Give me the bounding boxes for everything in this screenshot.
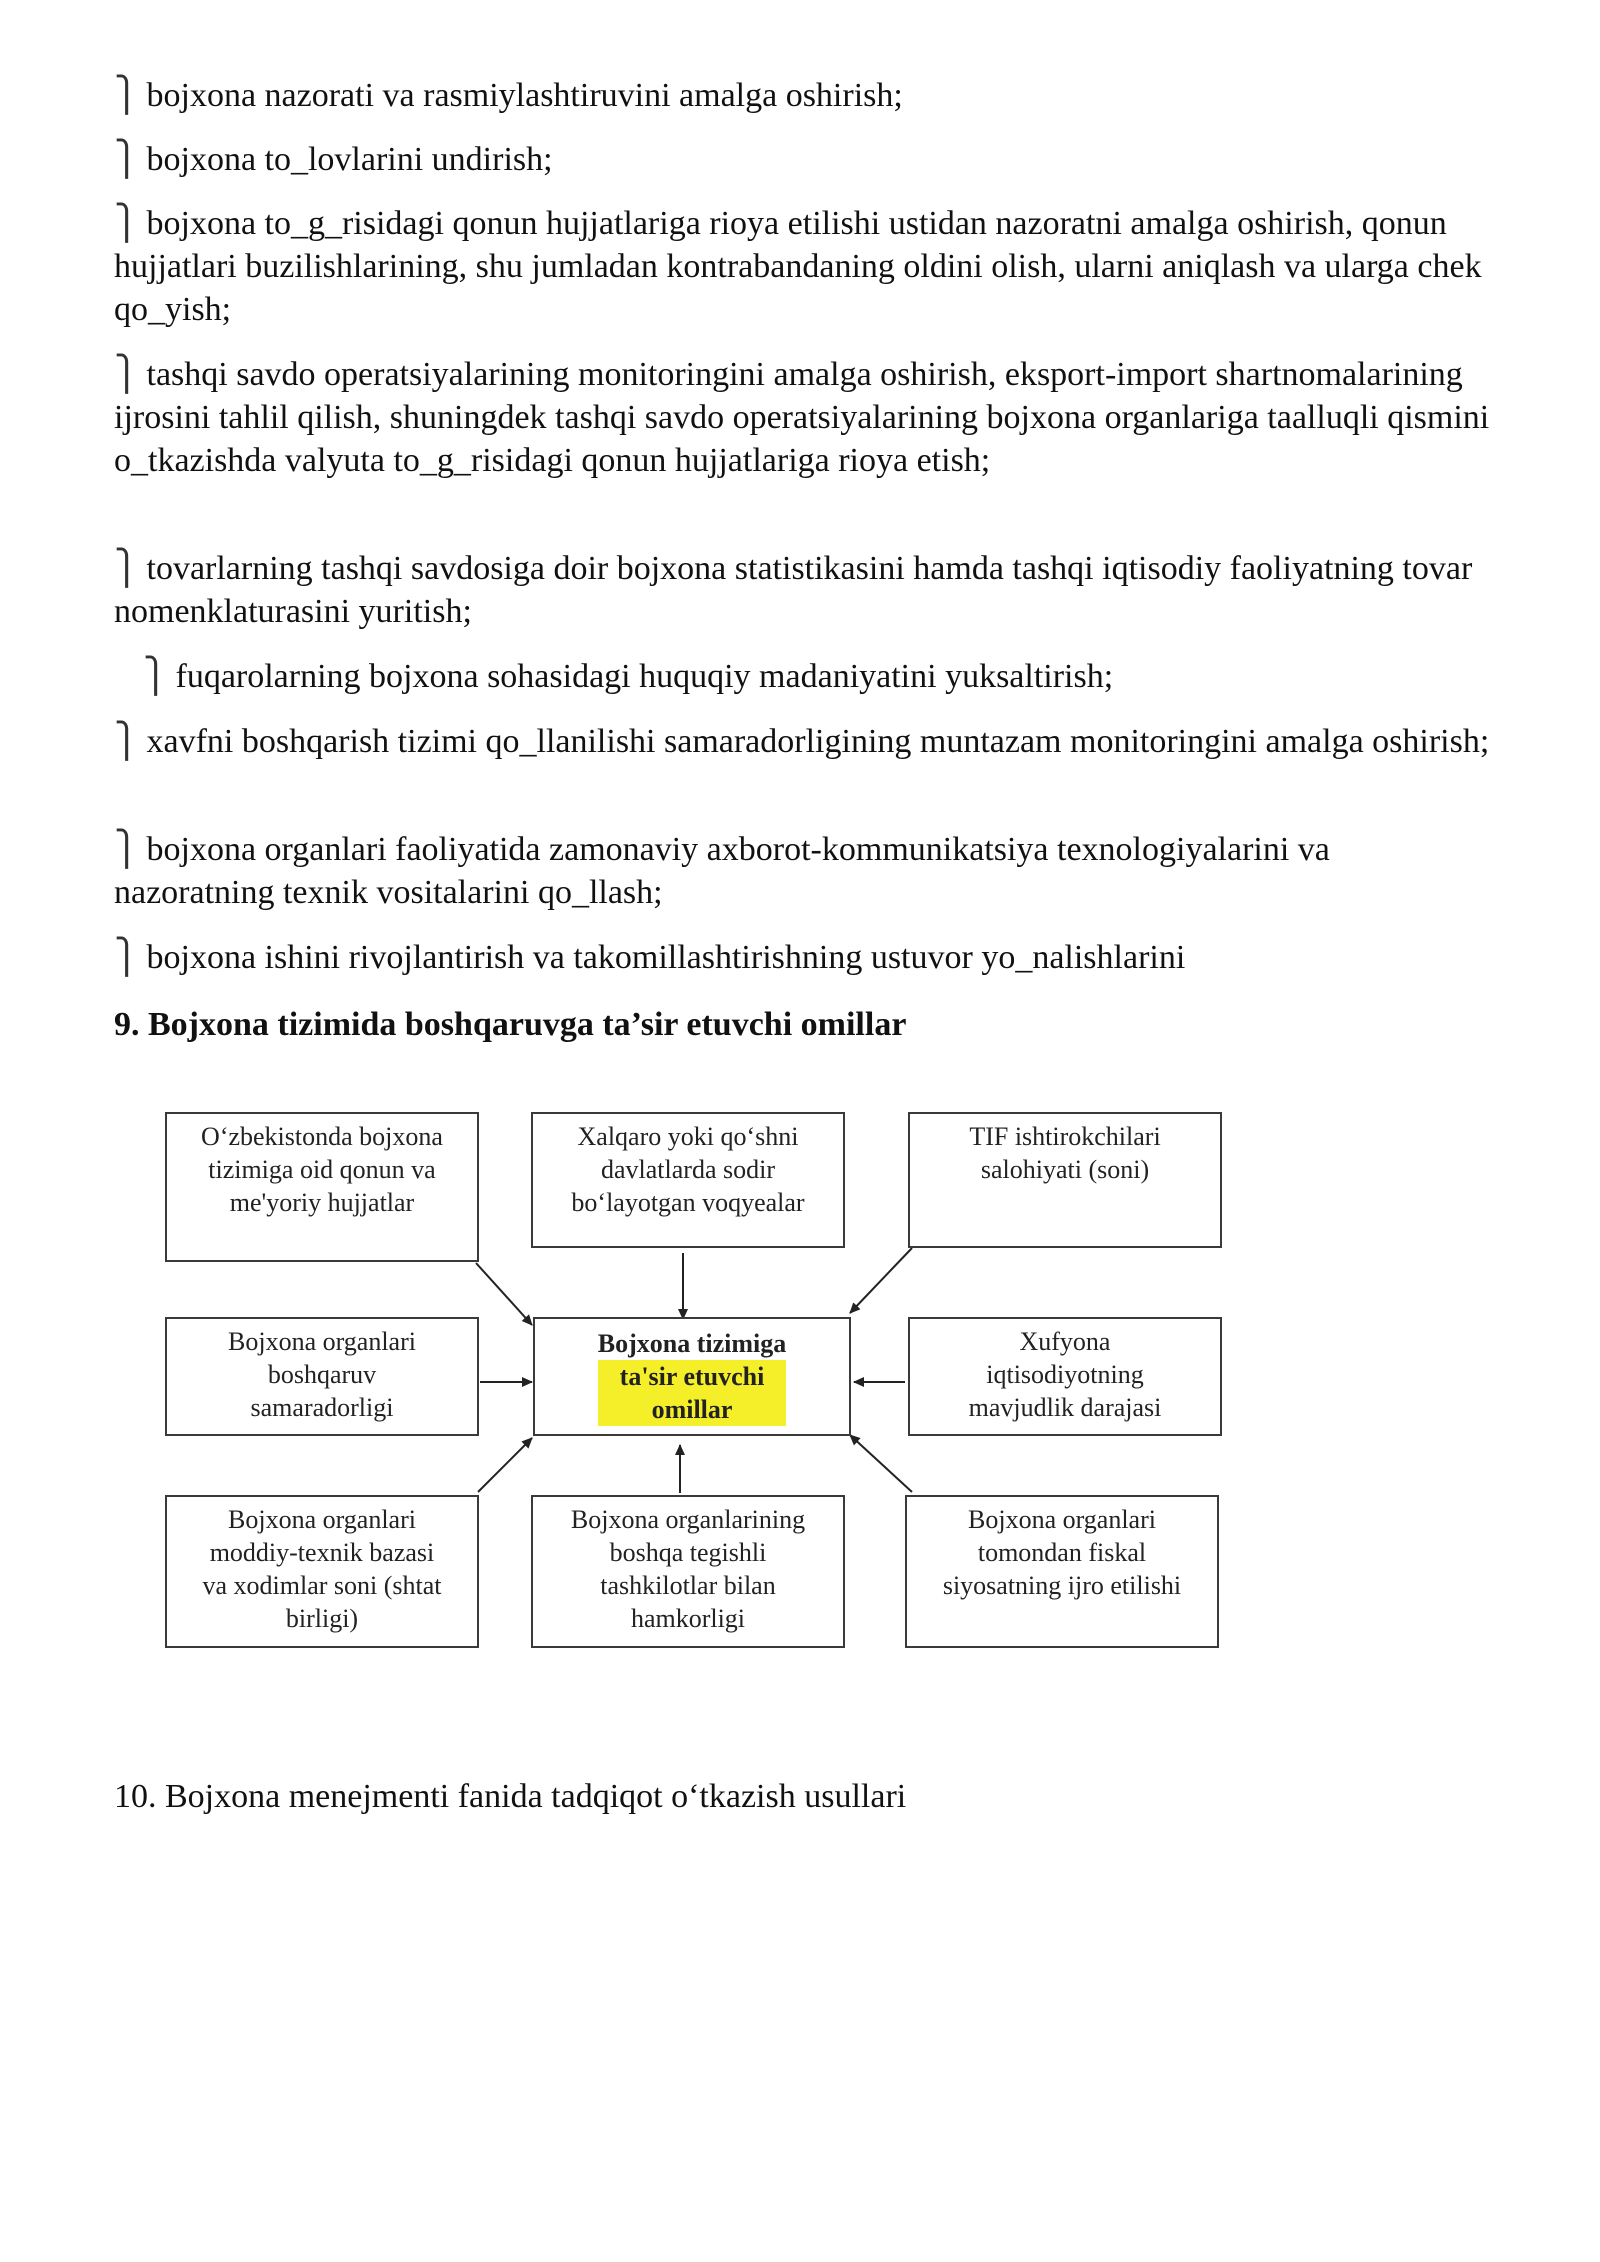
section-heading: 9. Bojxona tizimida boshqaruvga ta’sir etuvchi omillar bbox=[114, 1006, 907, 1043]
box-legislation: O‘zbekistonda bojxona tizimiga oid qonun va me'yoriy hujjatlar bbox=[165, 1112, 479, 1262]
arrow bbox=[478, 1438, 532, 1492]
bracket-marker-icon: ⎫ bbox=[114, 937, 140, 977]
list-item-text: tashqi savdo operatsiyalarining monitoringini amalga oshirish, eksport-import shartnomalarining ijrosini tahlil qilish, shuningdek tashqi savdo operatsiyalarining bojxona organlariga taalluqli qismini o_tkazishda valyuta to_g_risidagi qonun hujjatlariga rioya etish; bbox=[114, 356, 1490, 479]
list-item bbox=[114, 202, 1494, 331]
list-item-text: bojxona organlari faoliyatida zamonaviy axborot-kommunikatsiya texnologiyalarini va nazoratning texnik vositalarini qo_llash; bbox=[114, 831, 1330, 911]
box-fiscal-policy: Bojxona organlari tomondan fiskal siyosatning ijro etilishi bbox=[905, 1495, 1219, 1648]
arrow bbox=[850, 1435, 912, 1492]
bracket-marker-icon: ⎫ bbox=[114, 829, 140, 869]
list-item-text: tovarlarning tashqi savdosiga doir bojxona statistikasini hamda tashqi iqtisodiy faoliyatning tovar nomenklaturasini yuritish; bbox=[114, 550, 1473, 630]
list-item bbox=[114, 720, 1494, 763]
box-center-factors: Bojxona tizimiga ta'sir etuvchi omillar bbox=[533, 1317, 851, 1436]
bracket-marker-icon: ⎫ bbox=[114, 354, 140, 394]
bracket-marker-icon: ⎫ bbox=[114, 139, 140, 179]
list-item-text: bojxona to_lovlarini undirish; bbox=[146, 141, 553, 178]
box-cooperation: Bojxona organlarining boshqa tegishli tashkilotlar bilan hamkorligi bbox=[531, 1495, 845, 1648]
factors-diagram bbox=[150, 1095, 1240, 1675]
list-item bbox=[114, 547, 1494, 633]
bracket-marker-icon: ⎫ bbox=[114, 203, 140, 243]
box-management-efficiency: Bojxona organlari boshqaruv samaradorligi bbox=[165, 1317, 479, 1436]
list-item-text: bojxona nazorati va rasmiylashtiruvini amalga oshirish; bbox=[146, 77, 903, 114]
bracket-marker-icon: ⎫ bbox=[114, 721, 140, 761]
list-item-text: xavfni boshqarish tizimi qo_llanilishi samaradorligining muntazam monitoringini amalga oshirish; bbox=[146, 723, 1490, 760]
arrow bbox=[476, 1263, 532, 1325]
list-item-text: fuqarolarning bojxona sohasidagi huquqiy madaniyatini yuksaltirish; bbox=[175, 658, 1114, 695]
list-item bbox=[114, 138, 1494, 181]
list-item bbox=[114, 353, 1494, 482]
list-item bbox=[114, 828, 1494, 914]
box-tif-participants: TIF ishtirokchilari salohiyati (soni) bbox=[908, 1112, 1222, 1248]
list-item-text: bojxona ishini rivojlantirish va takomillashtirishning ustuvor yo_nalishlarini bbox=[146, 939, 1186, 976]
list-item bbox=[114, 74, 1494, 117]
bracket-marker-icon: ⎫ bbox=[114, 75, 140, 115]
next-section-heading: 10. Bojxona menejmenti fanida tadqiqot o‘tkazish usullari bbox=[114, 1778, 907, 1815]
list-item-text: bojxona to_g_risidagi qonun hujjatlariga rioya etilishi ustidan nazoratni amalga oshirish, qonun hujjatlari buzilishlarining, shu jumladan kontrabandaning oldini olish, ularni aniqlash va ularga chek qo_yish; bbox=[114, 205, 1482, 328]
bracket-marker-icon: ⎫ bbox=[114, 548, 140, 588]
bracket-marker-icon: ⎫ bbox=[143, 656, 169, 696]
box-international-events: Xalqaro yoki qo‘shni davlatlarda sodir bo‘layotgan voqyealar bbox=[531, 1112, 845, 1248]
arrow bbox=[850, 1248, 912, 1313]
list-item bbox=[114, 936, 1494, 979]
list-item bbox=[143, 655, 1523, 698]
box-material-base: Bojxona organlari moddiy-texnik bazasi va xodimlar soni (shtat birligi) bbox=[165, 1495, 479, 1648]
box-shadow-economy: Xufyona iqtisodiyotning mavjudlik darajasi bbox=[908, 1317, 1222, 1436]
